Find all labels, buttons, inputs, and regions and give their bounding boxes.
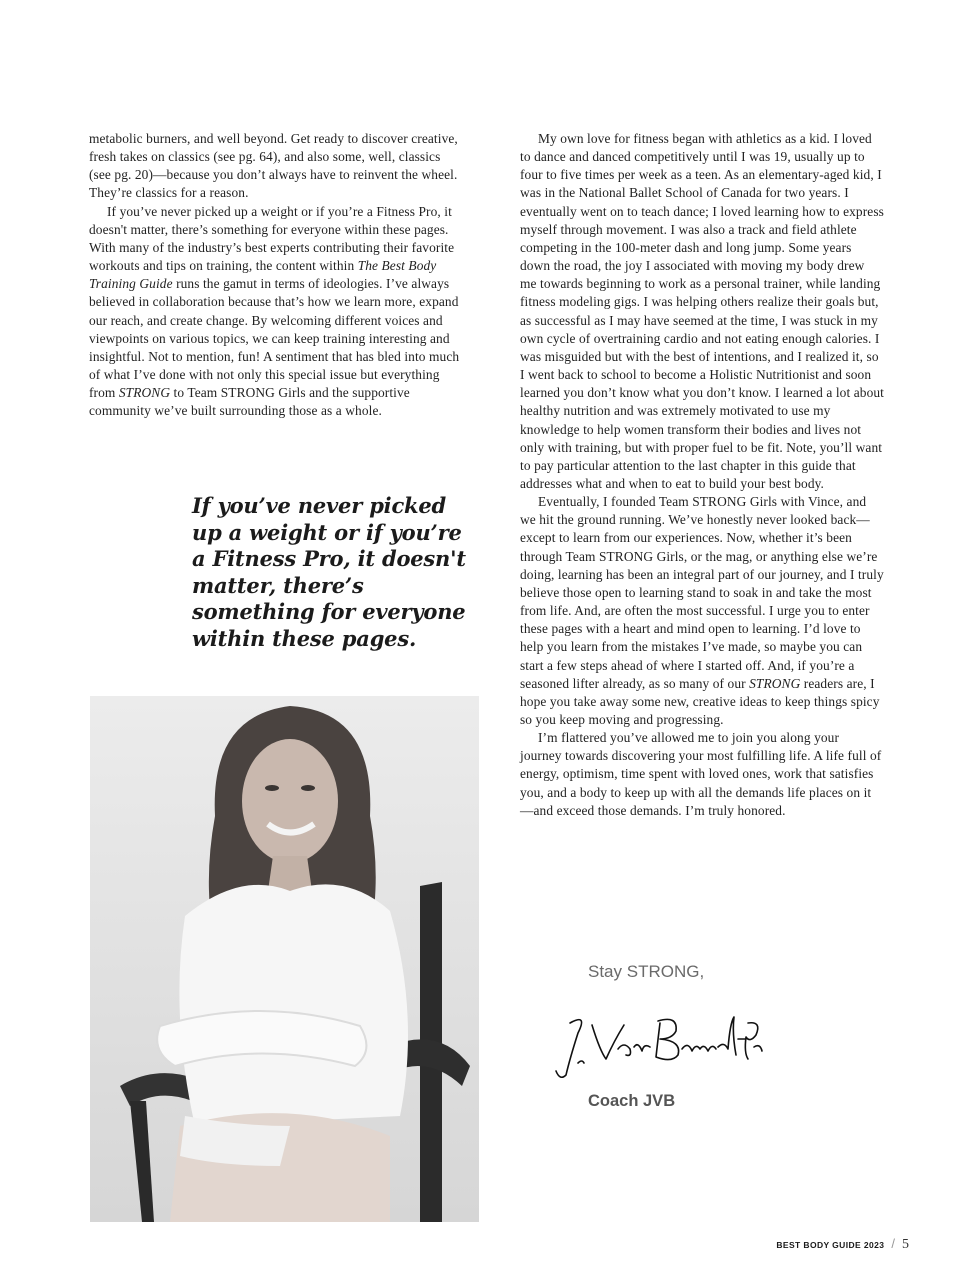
magazine-name: STRONG [118, 385, 171, 401]
left-text-column [89, 130, 461, 421]
right-paragraph-2 [520, 493, 884, 729]
pull-quote: If you’ve never picked up a weight or if you’re a Fitness Pro, it doesn't matter, there’s something for everyone within these pages. [192, 493, 466, 651]
page-number: 5 [902, 1237, 909, 1252]
left-paragraph-2 [89, 203, 461, 421]
author-portrait-photo [90, 696, 479, 1222]
right-paragraph-1: My own love for fitness began with athletics as a kid. I loved to dance and danced competitively until I was 19, usually up to four to five times per week as a teen. As an elementary-aged kid, I was in the National Ballet School of Canada for two years. I eventually went on to teach dance; I loved learning how to express myself through movement. I was also a track and field athlete competing in the 100-meter dash and long jump. Some years down the road, the joy I associated with moving my body drew me towards beginning to work as a personal trainer, while landing fitness modeling gigs. I was helping others realize their goals but, as successful as I may have seemed at the time, I was stuck in my own cycle of overtraining cardio and not eating enough calories. I was misguided but with the best of intentions, and I realized it, so I went back to school to become a Holistic Nutritionist and soon learned you don’t know what you don’t know. I learned a lot about healthy nutrition and was extremely motivated to use my knowledge to help women transform their bodies and lives not only with training, but with proper fuel to be fit. Note, you’ll want to pay particular attention to the last chapter in this guide that addresses what and when to eat to build your best body. [520, 131, 884, 491]
guide-title: The Best Body Training Guide [89, 258, 437, 292]
right-text-column [520, 130, 884, 820]
right-paragraph-3: I’m flattered you’ve allowed me to join you along your journey towards discovering your most fulfilling life. A life full of energy, optimism, time spent with loved ones, work that satisfies you, and a body to keep up with all the demands life places on it—and exceed those demands. I’m truly honored. [520, 730, 882, 818]
left-p2-text-a: If you’ve never picked up a weight or if you’re a Fitness Pro, it doesn't matter, there’s something for everyone within these pages. With many of the industry’s best experts contributing their favorite workouts and tips on training, the content within [89, 203, 455, 274]
right-p2-text-a: Eventually, I founded Team STRONG Girls with Vince, and we hit the ground running. We’ve honestly never looked back—except to learn from our experiences. Now, whether it’s been through Team STRONG Girls, or the mag, or anything else we’re doing, learning has been an integral part of our journey, and I truly believe those open to learning stand to soak in and take the most from life. And, are often the most successful. I urge you to enter these pages with a heart and mind open to learning. I’d love to help you learn from the mistakes I’ve made, so maybe you can start a few steps ahead of where I started off. And, if you’re a seasoned lifter already, as so many of our [520, 494, 884, 691]
left-p2-text-c: to Team STRONG Girls and the supportive community we’ve built surrounding those as a whole. [89, 385, 410, 419]
handwritten-signature [548, 1003, 763, 1083]
magazine-name: STRONG [749, 675, 801, 691]
page-footer [776, 1236, 909, 1253]
footer-separator: / [891, 1236, 895, 1251]
footer-magazine-title: BEST BODY GUIDE 2023 [776, 1240, 885, 1250]
signer-name: Coach JVB [588, 1092, 676, 1110]
left-p2-text-b: runs the gamut in terms of ideologies. I’ve always believed in collaboration because that’s how we learn more, expand our reach, and create change. By welcoming different voices and viewpoints on various topics, we can keep training interesting and insightful. Not to mention, fun! A sentiment that has bled into much of what I’ve done with not only this special issue but everything from [89, 276, 460, 401]
right-p2-text-b: readers are, I hope you take away some new, creative ideas to keep things spicy so you keep moving and progressing. [520, 675, 880, 727]
left-paragraph-1: metabolic burners, and well beyond. Get ready to discover creative, fresh takes on classics (see pg. 64), and also some, well, classics (see pg. 20)—because you don’t always have to reinvent the wheel. They’re classics for a reason. [89, 131, 458, 201]
sign-off: Stay STRONG, [588, 962, 705, 981]
